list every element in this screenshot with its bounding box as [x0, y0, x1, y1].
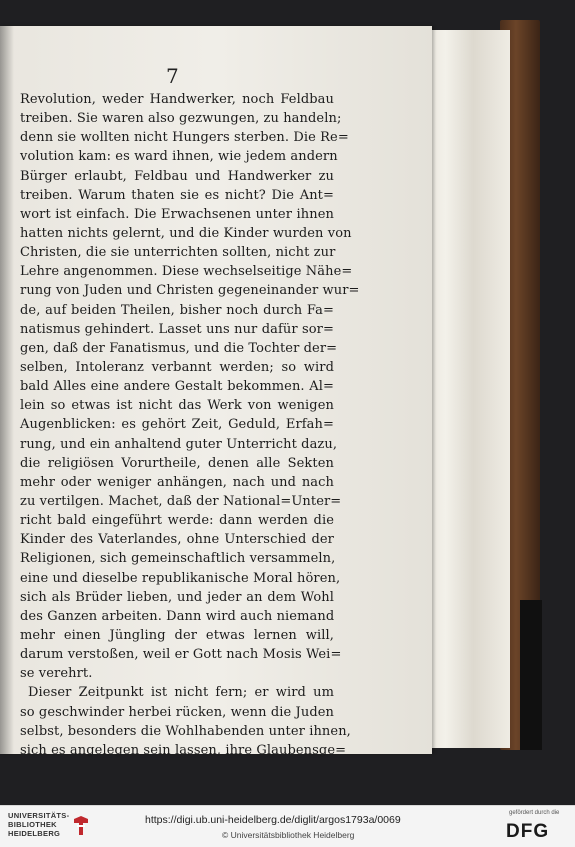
- text-line: Bürger erlaubt, Feldbau und Handwerker zu: [20, 168, 334, 184]
- text-line: volution kam: es ward ihnen, wie jedem andern: [20, 149, 338, 165]
- text-line: richt bald eingeführt werde: dann werden die: [20, 513, 334, 529]
- text-line: Revolution, weder Handwerker, noch Feldbau: [20, 92, 334, 107]
- text-line: wort ist einfach. Die Erwachsenen unter ihnen: [20, 206, 334, 222]
- text-line: sich als Brüder lieben, und jeder an dem Wohl: [20, 589, 334, 605]
- text-line: se verehrt.: [20, 666, 93, 682]
- text-line: Kinder des Vaterlandes, ohne Unterschied der: [20, 532, 334, 548]
- text-line: so geschwinder herbei rücken, wenn die Juden: [20, 704, 335, 720]
- text-line: gen, daß der Fanatismus, und die Tochter der=: [20, 340, 338, 356]
- text-line: de, auf beiden Theilen, bisher noch durch Fa=: [20, 302, 334, 318]
- text-line: rung von Juden und Christen gegeneinander wur=: [20, 283, 360, 299]
- text-line: darum verstoßen, weil er Gott nach Mosis Wei=: [20, 647, 342, 663]
- text-line: Dieser Zeitpunkt ist nicht fern; er wird um: [28, 685, 334, 701]
- text-line: eine und dieselbe republikanische Moral hören,: [20, 570, 341, 586]
- text-line: rung, und ein anhaltend guter Unterricht dazu,: [20, 436, 338, 452]
- library-name: UNIVERSITÄTS- BIBLIOTHEK HEIDELBERG: [8, 811, 70, 838]
- text-line: hatten nichts gelernt, und die Kinder wurden von: [20, 225, 352, 241]
- text-line: Augenblicken: es gehört Zeit, Geduld, Erfah=: [20, 417, 334, 433]
- library-logo[interactable]: [8, 811, 118, 843]
- text-line: die religiösen Vorurtheile, denen alle Sekten: [20, 455, 334, 471]
- text-line: mehr einen Jüngling der etwas lernen will,: [20, 627, 334, 643]
- copyright-text: © Universitätsbibliothek Heidelberg: [222, 830, 355, 840]
- text-line: Christen, die sie unterrichten sollten, nicht zur: [20, 245, 336, 261]
- page-number: 7: [166, 64, 179, 88]
- text-line: natismus gehindert. Lasset uns nur dafür sor=: [20, 321, 334, 337]
- text-line: selben, Intoleranz verbannt werden; so wird: [20, 359, 334, 375]
- text-line: treiben. Warum thaten sie es nicht? Die Ant=: [20, 187, 334, 203]
- text-line: bald Alles eine andere Gestalt bekommen. Al=: [20, 379, 334, 395]
- text-line: lein so etwas ist nicht das Werk von wenigen: [20, 398, 334, 414]
- text-line: Lehre angenommen. Diese wechselseitige Nähe=: [20, 264, 353, 280]
- text-line: zu vertilgen. Machet, daß der National=Unter=: [20, 493, 342, 509]
- text-line: des Ganzen arbeiten. Dann wird auch niemand: [20, 608, 335, 624]
- text-line: selbst, besonders die Wohlhabenden unter ihnen,: [20, 723, 351, 739]
- text-line: treiben. Sie waren also gezwungen, zu handeln;: [20, 111, 342, 127]
- funding-note: gefördert durch die: [509, 810, 560, 816]
- text-line: mehr oder weniger anhängen, nach und nach: [20, 474, 334, 490]
- book-cover-shadow: [520, 600, 542, 750]
- gutter-shadow: [0, 26, 14, 754]
- viewer-footer: [0, 805, 575, 847]
- dfg-logo[interactable]: DFG: [506, 821, 550, 842]
- text-line: Religionen, sich gemeinschaftlich versammeln,: [20, 551, 336, 567]
- text-line: sich es angelegen sein lassen, ihre Glaubensge=: [20, 742, 347, 758]
- page-text: [20, 90, 360, 760]
- text-line: denn sie wollten nicht Hungers sterben. Die Re=: [20, 130, 349, 146]
- permalink-url[interactable]: https://digi.ub.uni-heidelberg.de/diglit/argos1793a/0069: [145, 814, 401, 826]
- library-logo-icon: [72, 815, 90, 837]
